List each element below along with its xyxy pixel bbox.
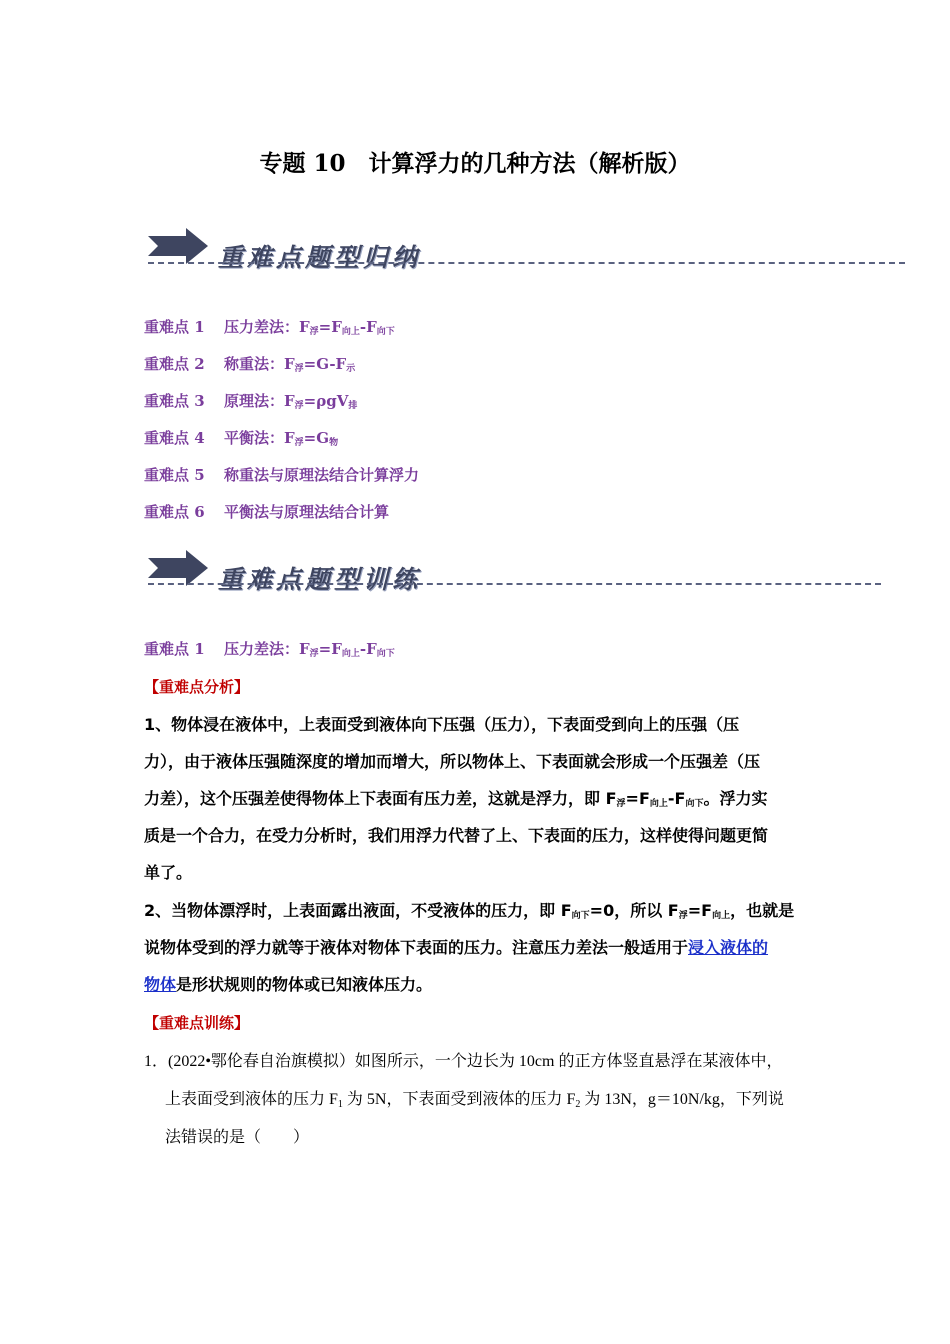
glossary-link[interactable]: 物体	[144, 975, 177, 994]
arrow-icon	[148, 228, 210, 264]
banner-training-text: 重难点题型训练	[218, 565, 422, 594]
page-title: 专题 10 计算浮力的几种方法（解析版）	[259, 150, 691, 177]
paragraph-line: 质是一个合力，在受力分析时，我们用浮力代替了上、下表面的压力，这样使得问题更简	[144, 826, 769, 845]
glossary-link[interactable]: 浸入液体的	[688, 938, 769, 957]
arrow-icon	[148, 550, 210, 586]
summary-item: 重难点 4 平衡法：$F_浮=G_物$	[144, 429, 339, 448]
summary-item: 重难点 6 平衡法与原理法结合计算	[144, 503, 390, 521]
banner-summary-text: 重难点题型归纳	[218, 243, 422, 272]
paragraph-line: 1、物体浸在液体中，上表面受到液体向下压强（压力），下表面受到向上的压强（压	[144, 715, 740, 734]
section1-heading: 重难点 1 压力差法：$F_浮=F_{向上}-F_{向下}$	[144, 640, 395, 659]
paragraph-line: 物体是形状规则的物体或已知液体压力。	[144, 975, 433, 994]
paragraph-line: 力差），这个压强差使得物体上下表面有压力差，这就是浮力，即 $F_浮=F_{向上}-F_{向下}$。浮力实	[144, 789, 768, 809]
section-banner-summary	[148, 228, 908, 288]
paragraph-line: 力），由于液体压强随深度的增加而增大，所以物体上、下表面就会形成一个压强差（压	[144, 752, 761, 771]
divider	[148, 583, 881, 585]
question-line: 1．(2022•鄂伦春自治旗模拟）如图所示，一个边长为 10cm 的正方体竖直悬浮在某液体中，	[144, 1053, 783, 1070]
summary-item: 重难点 2 称重法：$F_浮=G-F_示$	[144, 355, 356, 374]
summary-item: 重难点 5 称重法与原理法结合计算浮力	[144, 466, 420, 484]
question-line: 上表面受到液体的压力 F1 为 5N，下表面受到液体的压力 F2 为 13N，g＝10N/kg，下列说	[165, 1091, 784, 1110]
summary-item: 重难点 3 原理法：$F_浮=\rho gV_排$	[144, 392, 358, 411]
paragraph-line: 2、当物体漂浮时，上表面露出液面，不受液体的压力，即 $F_{向下}=0$，所以 $F_浮=F_{向上}$，也就是	[144, 901, 795, 921]
paragraph-line: 单了。	[144, 863, 193, 882]
question-line: 法错误的是（ ）	[165, 1129, 310, 1146]
divider	[148, 262, 905, 264]
section-banner-training	[148, 550, 883, 610]
analysis-heading: 【重难点分析】	[144, 678, 250, 696]
paragraph-line: 说物体受到的浮力就等于液体对物体下表面的压力。注意压力差法一般适用于浸入液体的	[144, 938, 769, 957]
summary-item: 重难点 1 压力差法：$F_浮=F_{向上}-F_{向下}$	[144, 318, 395, 337]
training-heading: 【重难点训练】	[144, 1014, 250, 1032]
